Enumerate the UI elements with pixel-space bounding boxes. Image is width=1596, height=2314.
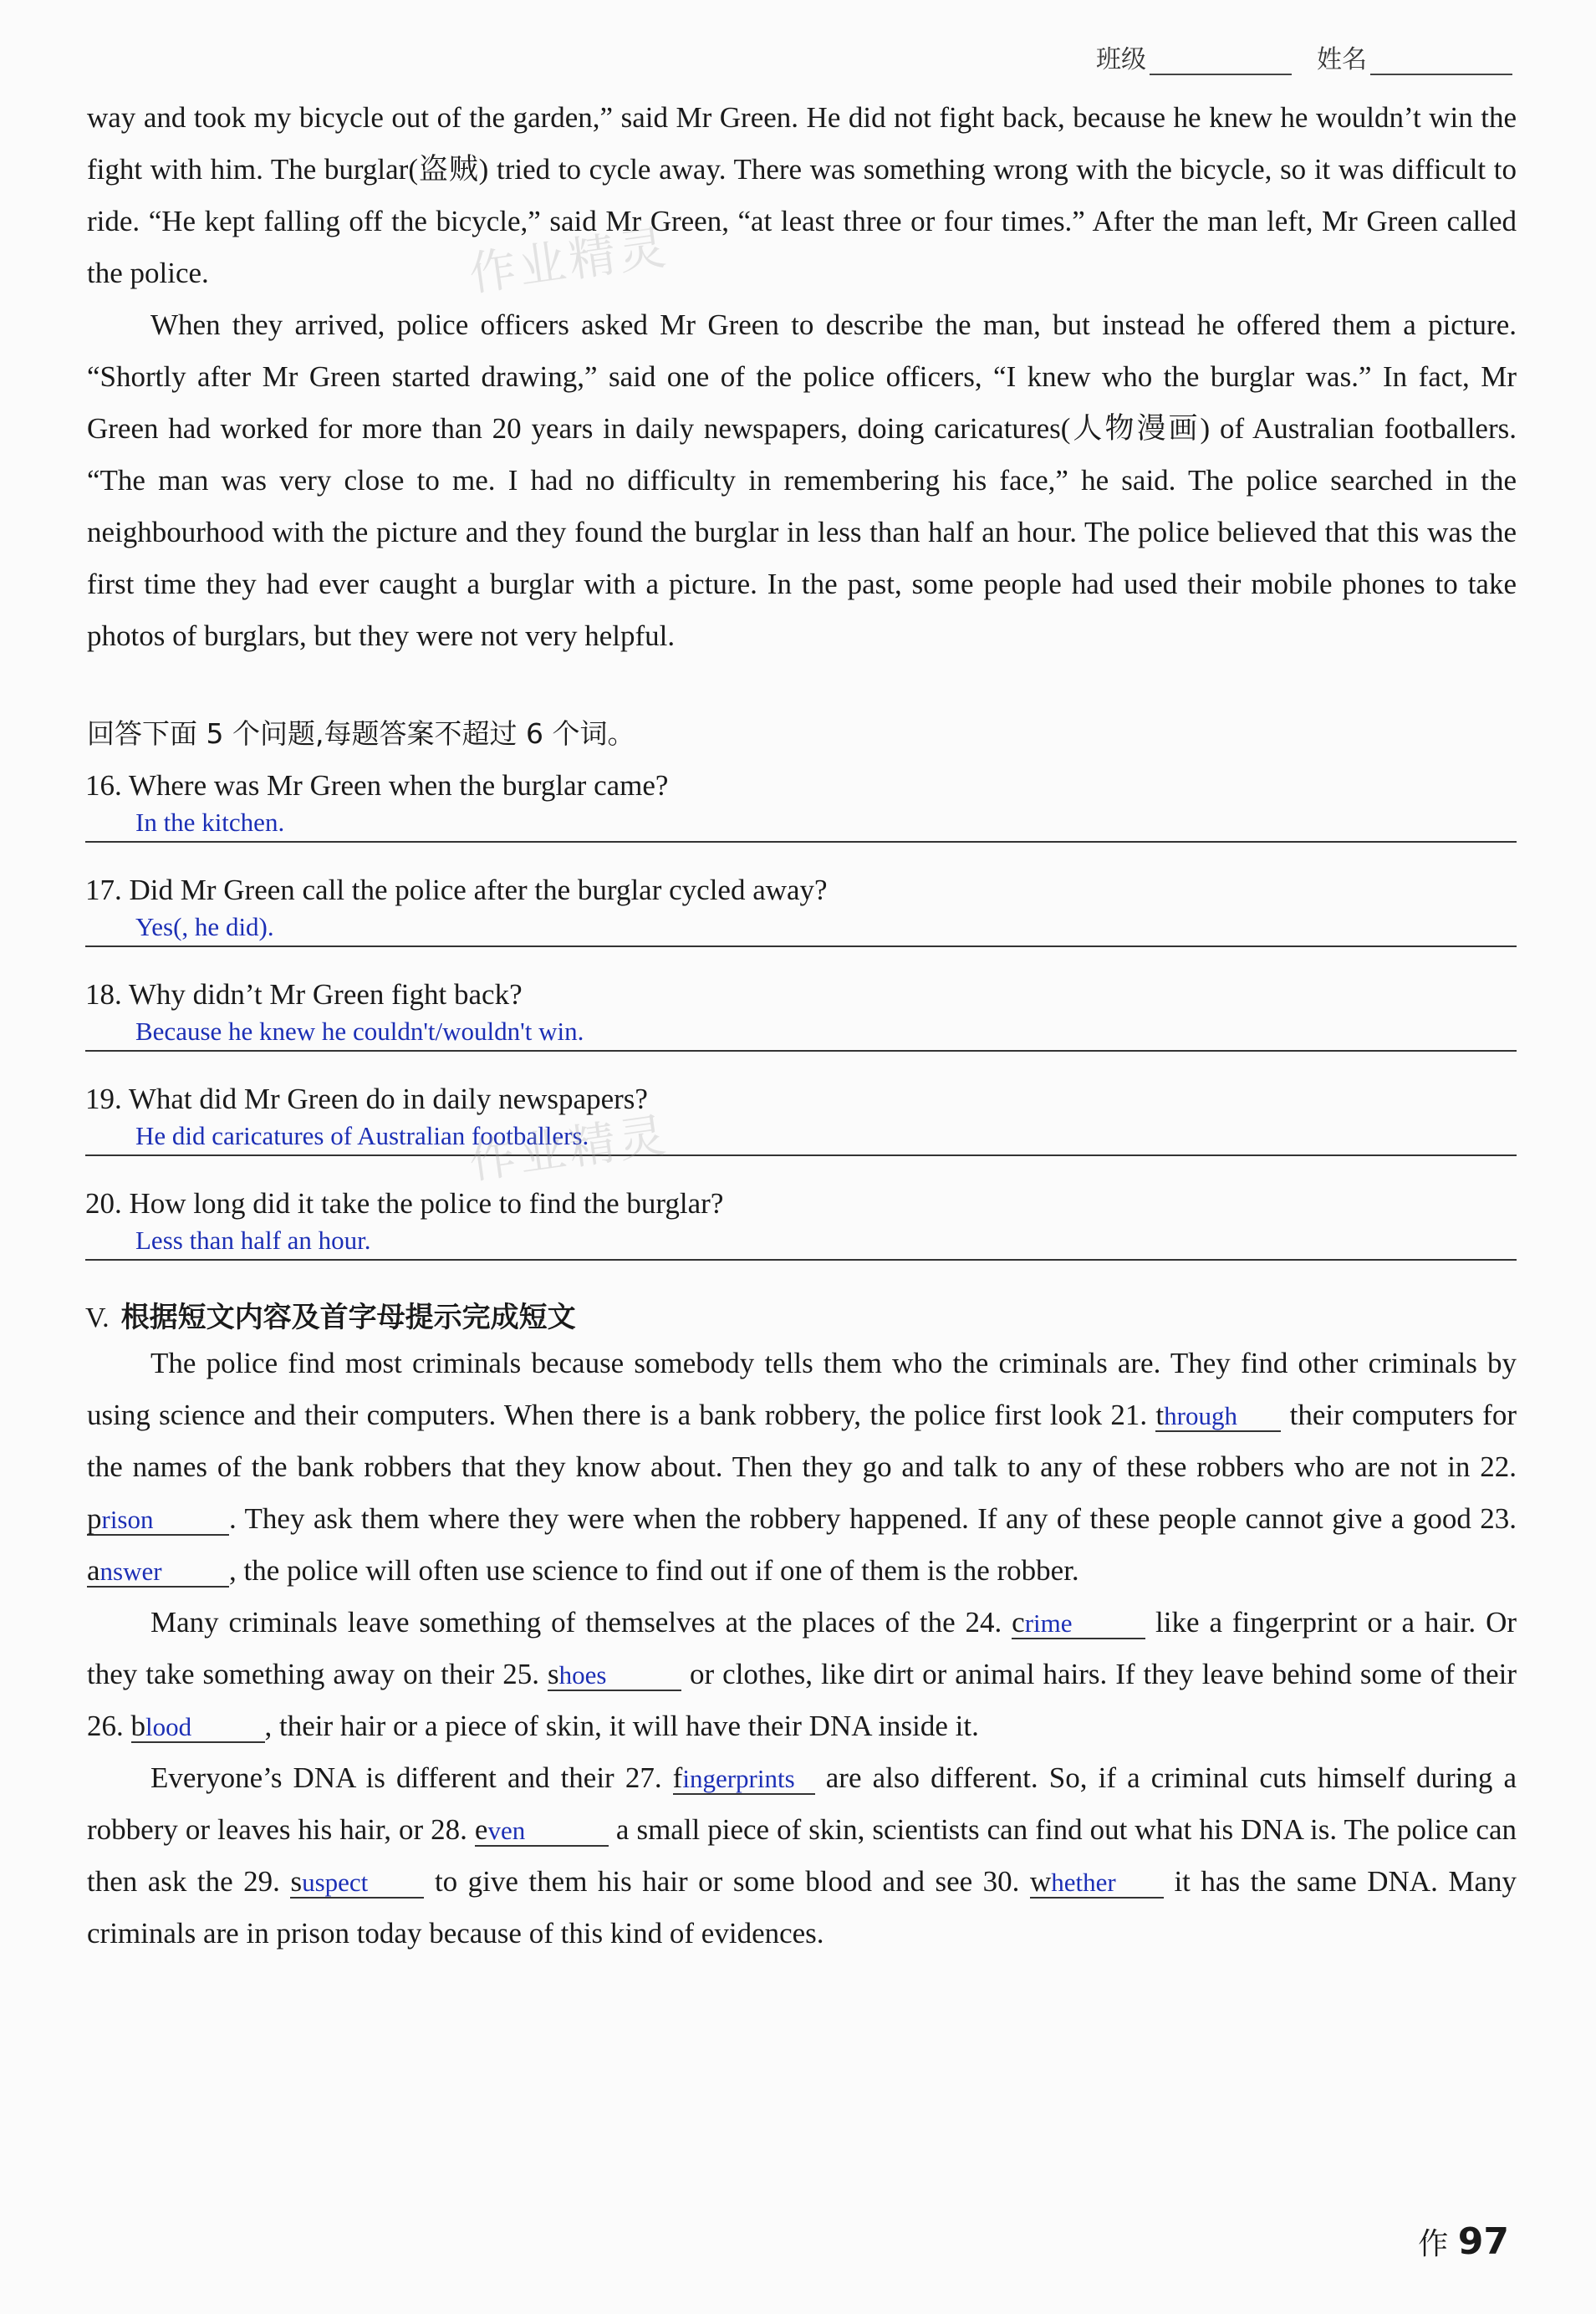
page-footer <box>1418 2220 1509 2263</box>
class-label: 班级 <box>1096 45 1146 74</box>
text-run: to give them his hair or some blood and see 30. <box>424 1865 1030 1898</box>
blank-hint: f <box>672 1761 683 1794</box>
blank-hint: s <box>290 1865 303 1898</box>
footer-prefix: 作 <box>1418 2227 1449 2261</box>
text-run: a small piece of skin, scientists can find out what his DNA is. The police can then ask the 29. <box>87 1813 1517 1898</box>
question-20 <box>85 1185 1517 1261</box>
watermark-middle: 作业精灵 <box>466 1108 672 1190</box>
question-16 <box>85 767 1517 843</box>
text-run: The police find most criminals because somebody tells them who the criminals are. They find other criminals by using science and their computers. When there is a bank robbery, the police first look 21. <box>87 1347 1517 1431</box>
blank-answer: hether <box>1051 1868 1116 1897</box>
blank-hint: s <box>548 1658 559 1690</box>
answer-line[interactable]: Because he knew he couldn't/wouldn't win. <box>85 1013 1517 1052</box>
text-run: their computers for the names of the bank robbers that they know about. Then they go and talk to any of these robbers who are not in 22. <box>87 1399 1517 1483</box>
page-number: 97 <box>1457 2220 1509 2263</box>
blank-answer: nswer <box>99 1557 162 1586</box>
blank-answer: hrough <box>1164 1401 1237 1430</box>
section-number: V. <box>85 1302 110 1333</box>
question-text: 16. Where was Mr Green when the burglar came? <box>85 769 669 802</box>
blank-hint: t <box>1155 1399 1165 1431</box>
passage-paragraph-1: way and took my bicycle out of the garden,” said Mr Green. He did not fight back, because he knew he wouldn’t win the fight with him. The burglar(盗贼) tried to cycle away. There was something wrong with the bicycle, so it was difficult to ride. “He kept falling off the bicycle,” said Mr Green, “at least three or four times.” After the man left, Mr Green called the police. <box>87 101 1517 289</box>
blank-answer: hoes <box>558 1660 607 1690</box>
blank-29[interactable] <box>290 1865 424 1899</box>
blank-answer: rime <box>1024 1608 1073 1638</box>
question-19 <box>85 1081 1517 1156</box>
name-field <box>1317 38 1512 75</box>
section-5-title <box>85 1294 576 1335</box>
blank-21[interactable] <box>1155 1401 1281 1432</box>
passage <box>87 92 1517 662</box>
blank-hint: e <box>474 1813 488 1846</box>
blank-23[interactable] <box>87 1554 229 1588</box>
header <box>1096 38 1512 75</box>
blank-22[interactable] <box>87 1502 229 1536</box>
blank-28[interactable] <box>474 1813 609 1847</box>
text-run: like a fingerprint or a hair. Or they take something away on their 25. <box>87 1606 1517 1690</box>
class-input-line[interactable] <box>1150 48 1292 75</box>
class-field <box>1096 38 1292 75</box>
question-text: 19. What did Mr Green do in daily newspapers? <box>85 1083 648 1115</box>
question-text: 18. Why didn’t Mr Green fight back? <box>85 978 523 1011</box>
blank-27[interactable] <box>672 1761 815 1795</box>
blank-answer: ingerprints <box>682 1764 795 1793</box>
blank-hint: p <box>87 1502 102 1535</box>
cloze-passage <box>87 1338 1517 1960</box>
answer-line[interactable]: He did caricatures of Australian footballers. <box>85 1118 1517 1156</box>
text-run: are also different. So, if a criminal cuts himself during a robbery or leaves his hair, or 28. <box>87 1761 1517 1846</box>
text-run: Many criminals leave something of themselves at the places of the 24. <box>150 1606 1012 1639</box>
blank-hint: c <box>1012 1606 1025 1639</box>
blank-hint: w <box>1029 1865 1052 1898</box>
blank-hint: a <box>87 1554 100 1587</box>
question-instruction: 回答下面 5 个问题,每题答案不超过 6 个词。 <box>87 717 635 750</box>
blank-answer: lood <box>145 1712 192 1741</box>
blank-answer: uspect <box>302 1868 369 1897</box>
question-text: 20. How long did it take the police to find the burglar? <box>85 1187 724 1220</box>
text-run: , their hair or a piece of skin, it will have their DNA inside it. <box>264 1710 979 1742</box>
question-text: 17. Did Mr Green call the police after the burglar cycled away? <box>85 874 828 906</box>
text-run: . They ask them where they were when the robbery happened. If any of these people cannot give a good 23. <box>229 1502 1517 1535</box>
answer-line[interactable]: Yes(, he did). <box>85 909 1517 947</box>
watermark-top: 作业精灵 <box>466 220 672 303</box>
blank-answer: ven <box>487 1816 526 1845</box>
name-label: 姓名 <box>1317 45 1367 74</box>
blank-26[interactable] <box>131 1712 265 1743</box>
answer-line[interactable]: Less than half an hour. <box>85 1222 1517 1261</box>
question-17 <box>85 872 1517 947</box>
section-title-text: 根据短文内容及首字母提示完成短文 <box>120 1301 576 1334</box>
blank-hint: b <box>130 1710 145 1742</box>
question-18 <box>85 976 1517 1052</box>
text-run: or clothes, like dirt or animal hairs. If they leave behind some of their 26. <box>87 1658 1517 1742</box>
cloze-paragraph-3 <box>87 1752 1517 1960</box>
answer-line[interactable]: In the kitchen. <box>85 804 1517 843</box>
name-input-line[interactable] <box>1370 48 1512 75</box>
text-run: , the police will often use science to find out if one of them is the robber. <box>229 1554 1079 1587</box>
cloze-paragraph-1 <box>87 1338 1517 1597</box>
blank-24[interactable] <box>1012 1608 1145 1639</box>
text-run: Everyone’s DNA is different and their 27. <box>150 1761 673 1794</box>
blank-answer: rison <box>101 1505 154 1534</box>
text-run: it has the same DNA. Many criminals are in prison today because of this kind of evidences. <box>87 1865 1517 1950</box>
passage-paragraph-2: When they arrived, police officers asked Mr Green to describe the man, but instead he offered them a picture. “Shortly after Mr Green started drawing,” said one of the police officers, “I knew who the burglar was.” In fact, Mr Green had worked for more than 20 years in daily newspapers, doing caricatures(人物漫画) of Australian footballers. “The man was very close to me. I had no difficulty in remembering his face,” he said. The police searched in the neighbourhood with the picture and they found the burglar in less than half an hour. The police believed that this was the first time they had ever caught a burglar with a picture. In the past, some people had used their mobile phones to take photos of burglars, but they were not very helpful. <box>87 308 1517 652</box>
blank-30[interactable] <box>1029 1865 1164 1899</box>
cloze-paragraph-2 <box>87 1597 1517 1752</box>
blank-25[interactable] <box>548 1660 681 1691</box>
